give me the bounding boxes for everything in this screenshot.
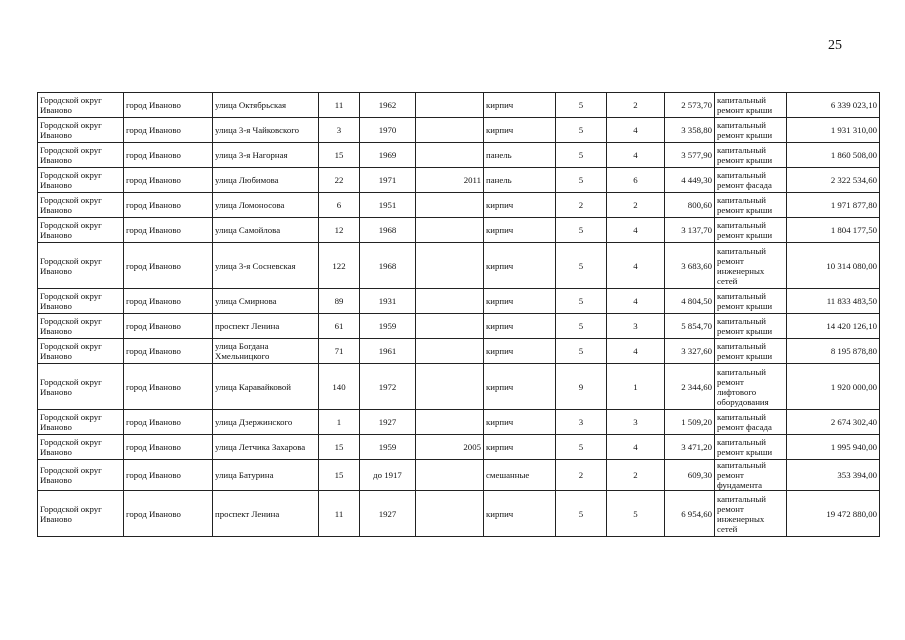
cell-year-built: 1962	[360, 93, 416, 118]
cell-wall-material: панель	[484, 168, 556, 193]
cell-area: 609,30	[665, 460, 715, 491]
cell-year-renovated: 2005	[416, 435, 484, 460]
cell-street: улица Самойлова	[213, 218, 319, 243]
cell-year-built: 1968	[360, 218, 416, 243]
cell-year-built: 1959	[360, 314, 416, 339]
cell-area: 3 358,80	[665, 118, 715, 143]
cell-year-renovated	[416, 93, 484, 118]
cell-work-type: капитальный ремонт крыши	[715, 218, 787, 243]
cell-floors: 3	[556, 410, 607, 435]
cell-city: город Иваново	[124, 435, 213, 460]
cell-work-type: капитальный ремонт фасада	[715, 410, 787, 435]
cell-floors: 5	[556, 118, 607, 143]
cell-cost: 1 804 177,50	[787, 218, 880, 243]
cell-area: 3 683,60	[665, 243, 715, 289]
cell-house-number: 3	[319, 118, 360, 143]
cell-entrances: 3	[607, 314, 665, 339]
cell-district: Городской округ Иваново	[38, 218, 124, 243]
cell-year-built: 1969	[360, 143, 416, 168]
cell-house-number: 11	[319, 93, 360, 118]
cell-year-renovated	[416, 243, 484, 289]
cell-city: город Иваново	[124, 168, 213, 193]
cell-floors: 5	[556, 243, 607, 289]
cell-city: город Иваново	[124, 364, 213, 410]
cell-area: 4 449,30	[665, 168, 715, 193]
cell-cost: 353 394,00	[787, 460, 880, 491]
cell-floors: 5	[556, 168, 607, 193]
cell-district: Городской округ Иваново	[38, 168, 124, 193]
cell-district: Городской округ Иваново	[38, 193, 124, 218]
cell-area: 1 509,20	[665, 410, 715, 435]
cell-district: Городской округ Иваново	[38, 491, 124, 537]
cell-street: проспект Ленина	[213, 314, 319, 339]
cell-cost: 1 860 508,00	[787, 143, 880, 168]
table-row	[38, 491, 880, 537]
cell-city: город Иваново	[124, 491, 213, 537]
cell-wall-material: кирпич	[484, 410, 556, 435]
table-row	[38, 460, 880, 491]
table-row	[38, 193, 880, 218]
cell-work-type: капитальный ремонт крыши	[715, 193, 787, 218]
cell-cost: 2 674 302,40	[787, 410, 880, 435]
cell-entrances: 4	[607, 218, 665, 243]
cell-year-renovated	[416, 460, 484, 491]
cell-wall-material: панель	[484, 143, 556, 168]
cell-house-number: 12	[319, 218, 360, 243]
cell-city: город Иваново	[124, 289, 213, 314]
cell-cost: 10 314 080,00	[787, 243, 880, 289]
cell-entrances: 2	[607, 460, 665, 491]
cell-year-built: 1970	[360, 118, 416, 143]
table-row	[38, 289, 880, 314]
cell-street: проспект Ленина	[213, 491, 319, 537]
cell-house-number: 89	[319, 289, 360, 314]
cell-entrances: 4	[607, 289, 665, 314]
cell-area: 800,60	[665, 193, 715, 218]
table-row	[38, 339, 880, 364]
cell-city: город Иваново	[124, 410, 213, 435]
cell-wall-material: кирпич	[484, 364, 556, 410]
cell-area: 3 137,70	[665, 218, 715, 243]
cell-city: город Иваново	[124, 218, 213, 243]
cell-wall-material: кирпич	[484, 243, 556, 289]
cell-year-renovated	[416, 314, 484, 339]
cell-district: Городской округ Иваново	[38, 289, 124, 314]
cell-city: город Иваново	[124, 143, 213, 168]
cell-work-type: капитальный ремонт крыши	[715, 289, 787, 314]
cell-entrances: 2	[607, 193, 665, 218]
cell-entrances: 5	[607, 491, 665, 537]
table-row	[38, 364, 880, 410]
cell-street: улица 3-я Нагорная	[213, 143, 319, 168]
cell-street: улица Летчика Захарова	[213, 435, 319, 460]
table-row	[38, 93, 880, 118]
table-row	[38, 218, 880, 243]
cell-cost: 2 322 534,60	[787, 168, 880, 193]
cell-city: город Иваново	[124, 118, 213, 143]
cell-year-built: до 1917	[360, 460, 416, 491]
cell-year-renovated	[416, 410, 484, 435]
cell-work-type: капитальный ремонт лифтового оборудования	[715, 364, 787, 410]
cell-cost: 11 833 483,50	[787, 289, 880, 314]
cell-area: 3 577,90	[665, 143, 715, 168]
table-body	[38, 93, 880, 537]
cell-floors: 5	[556, 491, 607, 537]
cell-cost: 8 195 878,80	[787, 339, 880, 364]
cell-floors: 2	[556, 193, 607, 218]
cell-year-renovated	[416, 339, 484, 364]
cell-year-renovated	[416, 143, 484, 168]
cell-area: 2 344,60	[665, 364, 715, 410]
cell-entrances: 3	[607, 410, 665, 435]
cell-wall-material: кирпич	[484, 435, 556, 460]
cell-street: улица Богдана Хмельницкого	[213, 339, 319, 364]
cell-district: Городской округ Иваново	[38, 435, 124, 460]
cell-street: улица Октябрьская	[213, 93, 319, 118]
cell-district: Городской округ Иваново	[38, 364, 124, 410]
cell-floors: 5	[556, 93, 607, 118]
cell-entrances: 4	[607, 143, 665, 168]
cell-wall-material: кирпич	[484, 339, 556, 364]
housing-repair-table	[37, 92, 880, 537]
cell-street: улица 3-я Сосневская	[213, 243, 319, 289]
cell-year-built: 1927	[360, 410, 416, 435]
cell-house-number: 71	[319, 339, 360, 364]
cell-floors: 5	[556, 143, 607, 168]
cell-year-renovated	[416, 218, 484, 243]
table-row	[38, 143, 880, 168]
cell-area: 5 854,70	[665, 314, 715, 339]
cell-floors: 9	[556, 364, 607, 410]
table-row	[38, 435, 880, 460]
cell-wall-material: кирпич	[484, 491, 556, 537]
cell-year-renovated	[416, 118, 484, 143]
cell-year-built: 1961	[360, 339, 416, 364]
cell-house-number: 140	[319, 364, 360, 410]
cell-entrances: 1	[607, 364, 665, 410]
cell-floors: 5	[556, 435, 607, 460]
cell-year-built: 1931	[360, 289, 416, 314]
cell-floors: 5	[556, 314, 607, 339]
cell-house-number: 122	[319, 243, 360, 289]
cell-work-type: капитальный ремонт крыши	[715, 314, 787, 339]
cell-wall-material: кирпич	[484, 193, 556, 218]
cell-area: 6 954,60	[665, 491, 715, 537]
cell-year-built: 1951	[360, 193, 416, 218]
cell-cost: 14 420 126,10	[787, 314, 880, 339]
cell-wall-material: кирпич	[484, 118, 556, 143]
table-row	[38, 168, 880, 193]
cell-cost: 1 995 940,00	[787, 435, 880, 460]
cell-work-type: капитальный ремонт крыши	[715, 435, 787, 460]
cell-entrances: 4	[607, 339, 665, 364]
cell-street: улица Батурина	[213, 460, 319, 491]
cell-work-type: капитальный ремонт инженерных сетей	[715, 491, 787, 537]
cell-floors: 5	[556, 289, 607, 314]
cell-wall-material: кирпич	[484, 314, 556, 339]
cell-area: 3 471,20	[665, 435, 715, 460]
cell-work-type: капитальный ремонт фасада	[715, 168, 787, 193]
cell-entrances: 6	[607, 168, 665, 193]
cell-cost: 6 339 023,10	[787, 93, 880, 118]
cell-district: Городской округ Иваново	[38, 243, 124, 289]
cell-floors: 5	[556, 218, 607, 243]
cell-district: Городской округ Иваново	[38, 460, 124, 491]
cell-floors: 2	[556, 460, 607, 491]
cell-district: Городской округ Иваново	[38, 314, 124, 339]
cell-year-built: 1927	[360, 491, 416, 537]
cell-city: город Иваново	[124, 193, 213, 218]
cell-work-type: капитальный ремонт крыши	[715, 93, 787, 118]
cell-entrances: 2	[607, 93, 665, 118]
cell-year-renovated	[416, 491, 484, 537]
cell-house-number: 6	[319, 193, 360, 218]
cell-house-number: 22	[319, 168, 360, 193]
cell-floors: 5	[556, 339, 607, 364]
cell-street: улица Каравайковой	[213, 364, 319, 410]
table-row	[38, 314, 880, 339]
cell-wall-material: смешанные	[484, 460, 556, 491]
cell-house-number: 1	[319, 410, 360, 435]
cell-year-built: 1972	[360, 364, 416, 410]
cell-year-built: 1968	[360, 243, 416, 289]
cell-city: город Иваново	[124, 93, 213, 118]
cell-street: улица Дзержинского	[213, 410, 319, 435]
cell-district: Городской округ Иваново	[38, 118, 124, 143]
table-row	[38, 118, 880, 143]
cell-district: Городской округ Иваново	[38, 93, 124, 118]
cell-area: 3 327,60	[665, 339, 715, 364]
table-row	[38, 243, 880, 289]
cell-street: улица Ломоносова	[213, 193, 319, 218]
cell-cost: 1 971 877,80	[787, 193, 880, 218]
cell-work-type: капитальный ремонт крыши	[715, 339, 787, 364]
cell-house-number: 15	[319, 435, 360, 460]
cell-area: 2 573,70	[665, 93, 715, 118]
cell-house-number: 61	[319, 314, 360, 339]
cell-entrances: 4	[607, 118, 665, 143]
cell-street: улица Смирнова	[213, 289, 319, 314]
cell-city: город Иваново	[124, 243, 213, 289]
cell-year-renovated	[416, 193, 484, 218]
cell-year-built: 1959	[360, 435, 416, 460]
cell-wall-material: кирпич	[484, 93, 556, 118]
cell-year-renovated	[416, 364, 484, 410]
page-number: 25	[828, 38, 842, 53]
cell-house-number: 15	[319, 143, 360, 168]
cell-year-built: 1971	[360, 168, 416, 193]
cell-street: улица 3-я Чайковского	[213, 118, 319, 143]
cell-year-renovated	[416, 289, 484, 314]
cell-city: город Иваново	[124, 339, 213, 364]
cell-work-type: капитальный ремонт инженерных сетей	[715, 243, 787, 289]
cell-work-type: капитальный ремонт фундамента	[715, 460, 787, 491]
cell-house-number: 11	[319, 491, 360, 537]
cell-wall-material: кирпич	[484, 289, 556, 314]
cell-cost: 1 931 310,00	[787, 118, 880, 143]
cell-wall-material: кирпич	[484, 218, 556, 243]
cell-city: город Иваново	[124, 460, 213, 491]
cell-house-number: 15	[319, 460, 360, 491]
cell-year-renovated: 2011	[416, 168, 484, 193]
table-row	[38, 410, 880, 435]
cell-city: город Иваново	[124, 314, 213, 339]
cell-entrances: 4	[607, 243, 665, 289]
cell-cost: 19 472 880,00	[787, 491, 880, 537]
cell-district: Городской округ Иваново	[38, 410, 124, 435]
cell-district: Городской округ Иваново	[38, 339, 124, 364]
cell-work-type: капитальный ремонт крыши	[715, 143, 787, 168]
cell-street: улица Любимова	[213, 168, 319, 193]
cell-cost: 1 920 000,00	[787, 364, 880, 410]
cell-district: Городской округ Иваново	[38, 143, 124, 168]
cell-area: 4 804,50	[665, 289, 715, 314]
cell-work-type: капитальный ремонт крыши	[715, 118, 787, 143]
cell-entrances: 4	[607, 435, 665, 460]
